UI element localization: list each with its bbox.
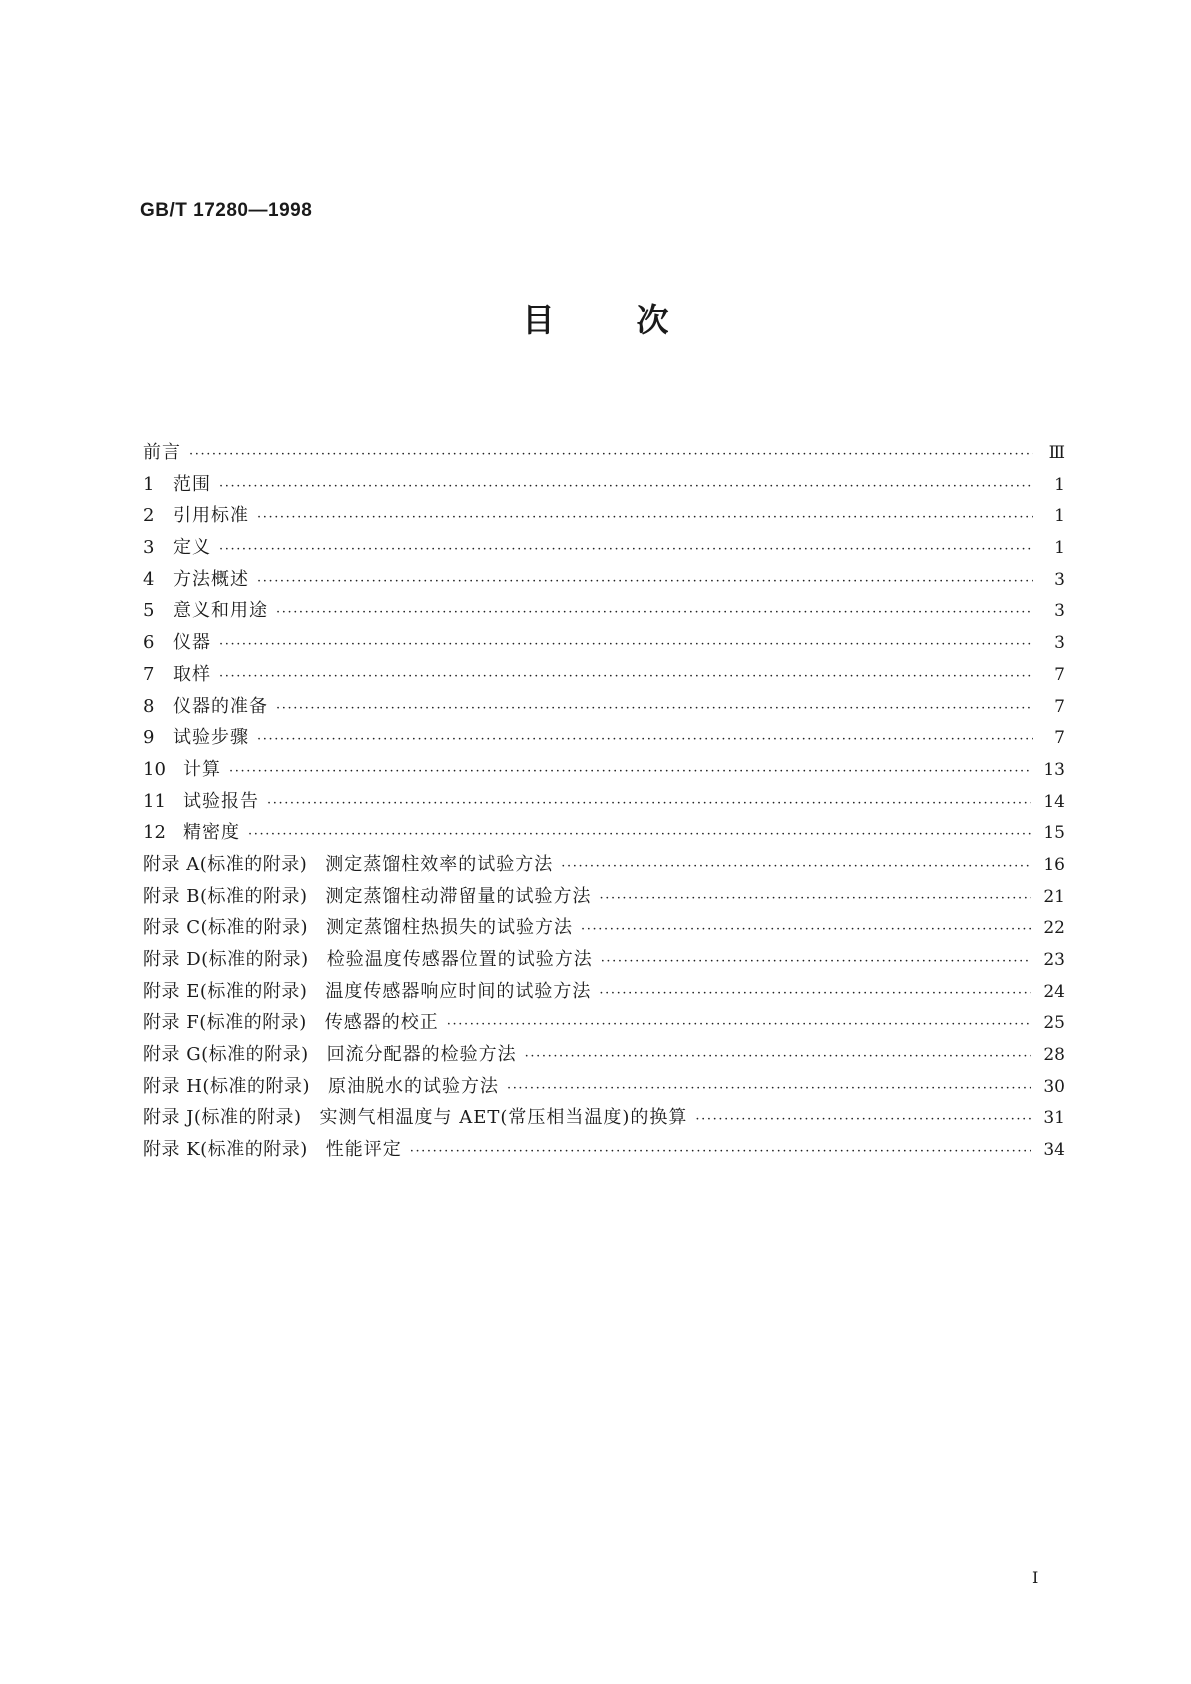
toc-entry-label: 方法概述 bbox=[173, 568, 249, 590]
toc-dot-leader bbox=[276, 701, 1033, 716]
toc-entry-label: 试验报告 bbox=[183, 790, 259, 812]
toc-dot-leader bbox=[189, 447, 1033, 462]
toc-entry-section-6[interactable] bbox=[143, 628, 1065, 660]
toc-entry-appendix-g[interactable] bbox=[143, 1040, 1065, 1072]
toc-dot-leader bbox=[257, 574, 1033, 589]
toc-entry-appendix-h[interactable] bbox=[143, 1072, 1065, 1104]
toc-entry-page: 24 bbox=[1043, 981, 1065, 1002]
toc-entry-label: 仪器 bbox=[173, 632, 211, 654]
toc-entry-page: 1 bbox=[1054, 474, 1065, 495]
toc-appendix-title: 温度传感器响应时间的试验方法 bbox=[325, 980, 592, 1002]
toc-entry-label: 意义和用途 bbox=[173, 600, 268, 622]
table-of-contents bbox=[143, 438, 1065, 1167]
toc-entry-number: 4 bbox=[143, 568, 155, 590]
toc-entry-number: 6 bbox=[143, 632, 155, 654]
toc-dot-leader bbox=[447, 1017, 1032, 1032]
toc-entry-page: 1 bbox=[1054, 506, 1065, 527]
toc-entry-page: 3 bbox=[1054, 633, 1065, 654]
toc-dot-leader bbox=[248, 827, 1031, 842]
toc-dot-leader bbox=[219, 542, 1033, 557]
toc-entry-section-3[interactable] bbox=[143, 533, 1065, 565]
toc-entry-page: 1 bbox=[1054, 538, 1065, 559]
toc-entry-section-5[interactable] bbox=[143, 596, 1065, 628]
toc-entry-appendix-j[interactable] bbox=[143, 1103, 1065, 1135]
toc-entry-section-1[interactable] bbox=[143, 470, 1065, 502]
toc-entry-page: 25 bbox=[1043, 1013, 1065, 1034]
toc-entry-page: 22 bbox=[1043, 918, 1065, 939]
toc-entry-page: 13 bbox=[1043, 759, 1065, 780]
toc-entry-section-9[interactable] bbox=[143, 723, 1065, 755]
toc-appendix-label: 附录 H(标准的附录) bbox=[143, 1075, 310, 1097]
toc-entry-label: 精密度 bbox=[183, 822, 240, 844]
toc-entry-page: 21 bbox=[1043, 886, 1065, 907]
toc-dot-leader bbox=[229, 764, 1031, 779]
toc-appendix-label: 附录 C(标准的附录) bbox=[143, 917, 309, 939]
page-number: Ⅰ bbox=[1032, 1568, 1039, 1587]
toc-entry-appendix-d[interactable] bbox=[143, 945, 1065, 977]
toc-entry-number: 2 bbox=[143, 505, 155, 527]
toc-dot-leader bbox=[599, 986, 1031, 1001]
toc-appendix-title: 传感器的校正 bbox=[324, 1012, 439, 1034]
toc-entry-number: 8 bbox=[143, 695, 155, 717]
toc-appendix-title: 测定蒸馏柱效率的试验方法 bbox=[325, 853, 554, 875]
toc-dot-leader bbox=[525, 1049, 1032, 1064]
toc-entry-number: 11 bbox=[143, 790, 166, 812]
toc-entry-page: 3 bbox=[1054, 601, 1065, 622]
toc-entry-page: 14 bbox=[1043, 791, 1065, 812]
toc-entry-page: 31 bbox=[1043, 1108, 1065, 1129]
toc-dot-leader bbox=[276, 605, 1033, 620]
toc-dot-leader bbox=[695, 1112, 1031, 1127]
toc-appendix-title: 原油脱水的试验方法 bbox=[327, 1075, 499, 1097]
toc-appendix-label: 附录 K(标准的附录) bbox=[143, 1139, 308, 1161]
toc-appendix-title: 测定蒸馏柱动滞留量的试验方法 bbox=[325, 885, 592, 907]
toc-entry-section-12[interactable] bbox=[143, 818, 1065, 850]
toc-entry-label: 仪器的准备 bbox=[173, 695, 268, 717]
toc-entry-appendix-c[interactable] bbox=[143, 913, 1065, 945]
toc-entry-section-10[interactable] bbox=[143, 755, 1065, 787]
toc-entry-section-8[interactable] bbox=[143, 692, 1065, 724]
toc-entry-page: 15 bbox=[1043, 823, 1065, 844]
toc-entry-number: 3 bbox=[143, 537, 155, 559]
toc-dot-leader bbox=[561, 859, 1031, 874]
toc-entry-section-4[interactable] bbox=[143, 565, 1065, 597]
toc-appendix-label: 附录 E(标准的附录) bbox=[143, 980, 308, 1002]
toc-dot-leader bbox=[219, 637, 1033, 652]
toc-entry-label: 取样 bbox=[173, 663, 211, 685]
toc-entry-appendix-f[interactable] bbox=[143, 1008, 1065, 1040]
toc-appendix-label: 附录 D(标准的附录) bbox=[143, 949, 309, 970]
standard-code: GB/T 17280—1998 bbox=[140, 200, 313, 221]
toc-appendix-label: 附录 A(标准的附录) bbox=[143, 853, 308, 875]
toc-entry-label: 试验步骤 bbox=[173, 727, 249, 749]
toc-entry-section-2[interactable] bbox=[143, 501, 1065, 533]
toc-appendix-title: 测定蒸馏柱热损失的试验方法 bbox=[326, 917, 574, 939]
toc-dot-leader bbox=[219, 669, 1033, 684]
toc-entry-section-7[interactable] bbox=[143, 660, 1065, 692]
toc-entry-page: 16 bbox=[1043, 854, 1065, 875]
toc-dot-leader bbox=[600, 891, 1032, 906]
toc-entry-label: 范围 bbox=[173, 473, 211, 495]
toc-entry-label: 引用标准 bbox=[173, 505, 249, 527]
toc-entry-page: 34 bbox=[1043, 1140, 1065, 1161]
toc-appendix-title: 回流分配器的检验方法 bbox=[326, 1044, 517, 1066]
toc-dot-leader bbox=[410, 1144, 1032, 1159]
toc-entry-page: 30 bbox=[1043, 1076, 1065, 1097]
toc-entry-appendix-b[interactable] bbox=[143, 882, 1065, 914]
toc-entry-page: Ⅲ bbox=[1048, 443, 1065, 463]
toc-entry-number: 5 bbox=[143, 600, 155, 622]
toc-appendix-label: 附录 G(标准的附录) bbox=[143, 1044, 309, 1066]
toc-dot-leader bbox=[507, 1081, 1031, 1096]
toc-dot-leader bbox=[219, 479, 1033, 494]
toc-dot-leader bbox=[601, 954, 1032, 969]
toc-entry-number: 7 bbox=[143, 663, 155, 685]
toc-appendix-title: 检验温度传感器位置的试验方法 bbox=[326, 949, 593, 970]
toc-entry-page: 7 bbox=[1054, 728, 1065, 749]
toc-entry-number: 12 bbox=[143, 822, 166, 844]
toc-appendix-title: 性能评定 bbox=[325, 1139, 402, 1161]
toc-entry-label: 定义 bbox=[173, 537, 211, 559]
toc-dot-leader bbox=[581, 922, 1031, 937]
toc-entry-page: 3 bbox=[1054, 569, 1065, 590]
toc-dot-leader bbox=[257, 732, 1033, 747]
toc-entry-appendix-k[interactable] bbox=[143, 1135, 1065, 1167]
toc-entry-number: 10 bbox=[143, 758, 166, 780]
toc-entry-section-11[interactable] bbox=[143, 787, 1065, 819]
toc-appendix-label: 附录 B(标准的附录) bbox=[143, 885, 308, 907]
toc-dot-leader bbox=[257, 510, 1033, 525]
toc-appendix-title: 实测气相温度与 AET(常压相当温度)的换算 bbox=[319, 1107, 688, 1129]
toc-entry-label: 计算 bbox=[183, 758, 221, 780]
toc-entry-page: 28 bbox=[1043, 1045, 1065, 1066]
toc-appendix-label: 附录 F(标准的附录) bbox=[143, 1012, 307, 1034]
page-title: 目次 bbox=[522, 301, 751, 339]
toc-entry-page: 23 bbox=[1043, 950, 1065, 970]
toc-entry-preface[interactable] bbox=[143, 438, 1065, 470]
toc-appendix-label: 附录 J(标准的附录) bbox=[143, 1107, 302, 1129]
toc-entry-label: 前言 bbox=[143, 442, 181, 463]
toc-entry-page: 7 bbox=[1054, 664, 1065, 685]
toc-entry-number: 9 bbox=[143, 727, 155, 749]
toc-entry-page: 7 bbox=[1054, 696, 1065, 717]
toc-entry-appendix-a[interactable] bbox=[143, 850, 1065, 882]
toc-dot-leader bbox=[267, 796, 1031, 811]
toc-entry-number: 1 bbox=[143, 473, 155, 495]
toc-entry-appendix-e[interactable] bbox=[143, 977, 1065, 1009]
